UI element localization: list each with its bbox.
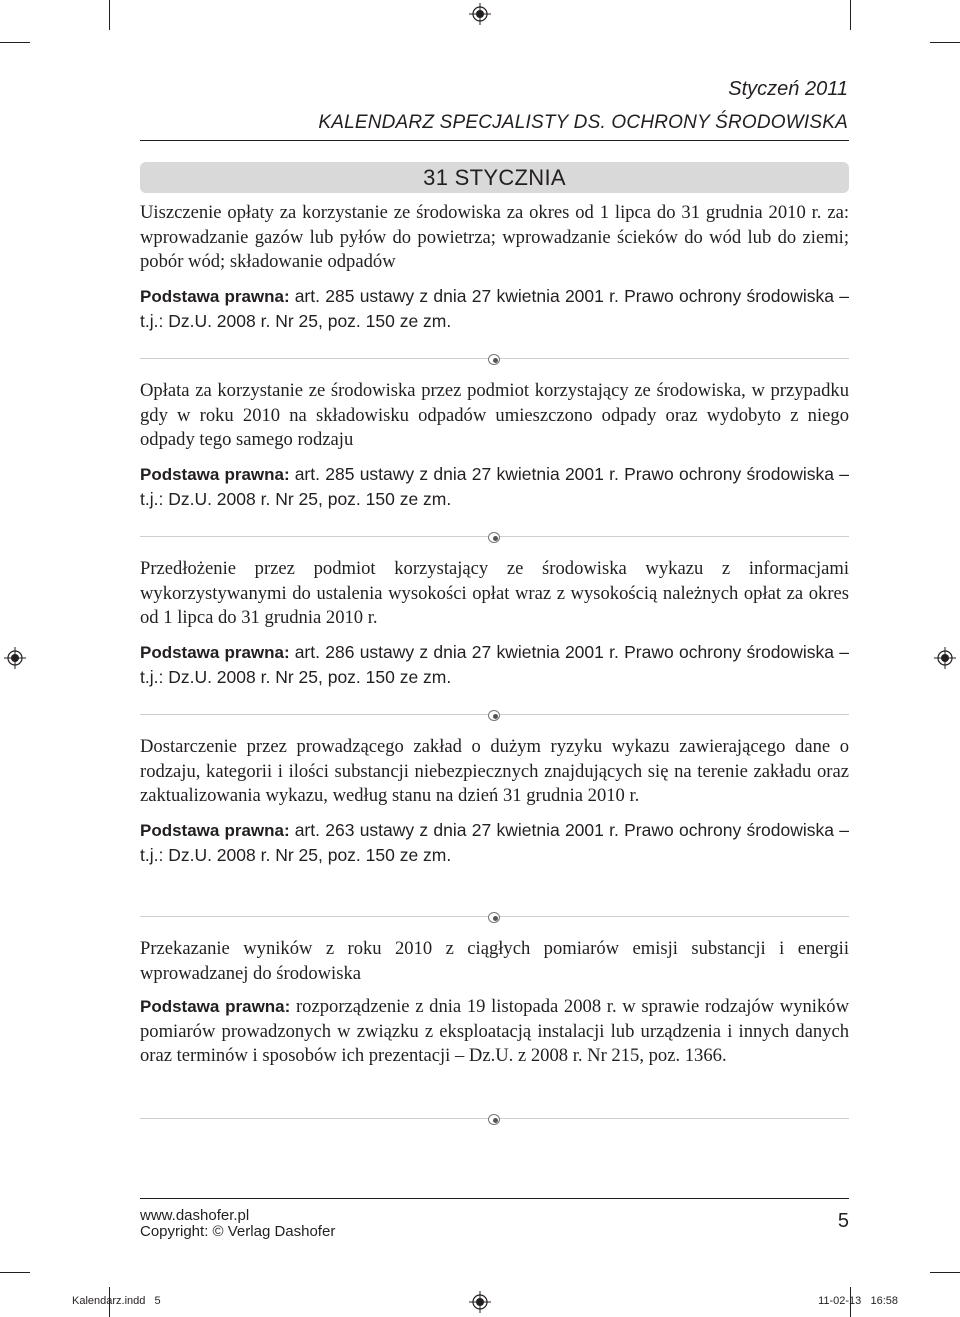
entry-separator: [140, 531, 849, 543]
registration-mark-icon: [934, 647, 956, 669]
legal-basis-label: Podstawa prawna:: [140, 642, 290, 662]
entry-legal-basis: [140, 284, 849, 335]
page-number: 5: [837, 1210, 849, 1232]
crop-mark: [0, 1272, 30, 1273]
calendar-entry: [140, 937, 849, 1069]
footer-website: www.dashofer.pl: [140, 1207, 250, 1224]
date-heading-bar: [140, 162, 849, 193]
separator-dot-icon: [488, 912, 500, 923]
crop-mark: [0, 42, 30, 43]
crop-mark: [109, 0, 110, 30]
calendar-entry: [140, 735, 849, 869]
entry-description: Przekazanie wyników z roku 2010 z ciągłych pomiarów emisji substancji i energii wprowadzanej do środowiska: [140, 938, 849, 984]
legal-basis-label: Podstawa prawna:: [140, 464, 290, 484]
crop-mark: [850, 0, 851, 30]
slug-filename: Kalendarz.indd 5: [72, 1295, 161, 1307]
separator-dot-icon: [488, 354, 500, 365]
calendar-entry: [140, 557, 849, 691]
legal-basis-label: Podstawa prawna:: [140, 997, 291, 1016]
registration-mark-icon: [469, 1291, 491, 1313]
legal-basis-text: art. 263 ustawy z dnia 27 kwietnia 2001 r. Prawo ochrony środowiska – t.j.: Dz.U. 2008 r. Nr 25, poz. 150 ze zm.: [140, 819, 849, 865]
entry-separator: [140, 709, 849, 721]
footer-copyright: Copyright: © Verlag Dashofer: [140, 1223, 336, 1240]
entry-separator: [140, 911, 849, 923]
crop-mark: [930, 1272, 960, 1273]
entry-description: Dostarczenie przez prowadzącego zakład o dużym ryzyku wykazu zawierającego dane o rodzaju, kategorii i ilości substancji niebezpiecznych znajdujących się na terenie zakładu oraz zaktualizowania wykazu, według stanu na dzień 31 grudnia 2010 r.: [140, 736, 849, 806]
separator-dot-icon: [488, 532, 500, 543]
entry-separator: [140, 353, 849, 365]
slug-timestamp: 11-02-13 16:58: [818, 1295, 898, 1307]
entry-legal-basis: [140, 462, 849, 513]
crop-mark: [930, 42, 960, 43]
entry-legal-basis: [140, 640, 849, 691]
date-heading: 31 STYCZNIA: [423, 165, 566, 190]
header-rule: [140, 140, 849, 141]
legal-basis-text: art. 285 ustawy z dnia 27 kwietnia 2001 r. Prawo ochrony środowiska – t.j.: Dz.U. 2008 r. Nr 25, poz. 150 ze zm.: [140, 463, 849, 509]
legal-basis-label: Podstawa prawna:: [140, 286, 290, 306]
registration-mark-icon: [4, 647, 26, 669]
entry-description: Opłata za korzystanie ze środowiska przez podmiot korzystający ze środowiska, w przypadku gdy w roku 2010 na składowisku odpadów umieszczono odpady oraz wydobyto z niego odpady tego samego rodzaju: [140, 380, 849, 450]
calendar-entry: [140, 379, 849, 513]
entry-separator: [140, 1113, 849, 1125]
footer-rule: [140, 1198, 849, 1199]
entry-description: Uiszczenie opłaty za korzystanie ze środowiska za okres od 1 lipca do 31 grudnia 2010 r. za: wprowadzanie gazów lub pyłów do powietrza; wprowadzanie ścieków do wód lub do ziemi; pobór wód; składowanie odpadów: [140, 202, 849, 272]
separator-dot-icon: [488, 1114, 500, 1125]
legal-basis-label: Podstawa prawna:: [140, 820, 290, 840]
entry-legal-basis: [140, 818, 849, 869]
calendar-entry: [140, 201, 849, 335]
separator-dot-icon: [488, 710, 500, 721]
entry-legal-basis: [140, 995, 849, 1069]
legal-basis-text: rozporządzenie z dnia 19 listopada 2008 r. w sprawie rodzajów wyników pomiarów prowadzonych w związku z eksploatacją instalacji lub urządzenia i innych danych oraz terminów i sposobów ich prezentacji – Dz.U. z 2008 r. Nr 215, poz. 1366.: [140, 996, 849, 1066]
legal-basis-text: art. 286 ustawy z dnia 27 kwietnia 2001 r. Prawo ochrony środowiska – t.j.: Dz.U. 2008 r. Nr 25, poz. 150 ze zm.: [140, 641, 849, 687]
legal-basis-text: art. 285 ustawy z dnia 27 kwietnia 2001 r. Prawo ochrony środowiska – t.j.: Dz.U. 2008 r. Nr 25, poz. 150 ze zm.: [140, 285, 849, 331]
registration-mark-icon: [469, 3, 491, 25]
header-calendar-title: KALENDARZ SPECJALISTY DS. OCHRONY ŚRODOWISKA: [318, 112, 848, 133]
header-month: Styczeń 2011: [728, 78, 848, 100]
entry-description: Przedłożenie przez podmiot korzystający ze środowiska wykazu z informacjami wykorzystywanymi do ustalenia wysokości opłat wraz z wysokością należnych opłat za okres od 1 lipca do 31 grudnia 2010 r.: [140, 558, 849, 628]
